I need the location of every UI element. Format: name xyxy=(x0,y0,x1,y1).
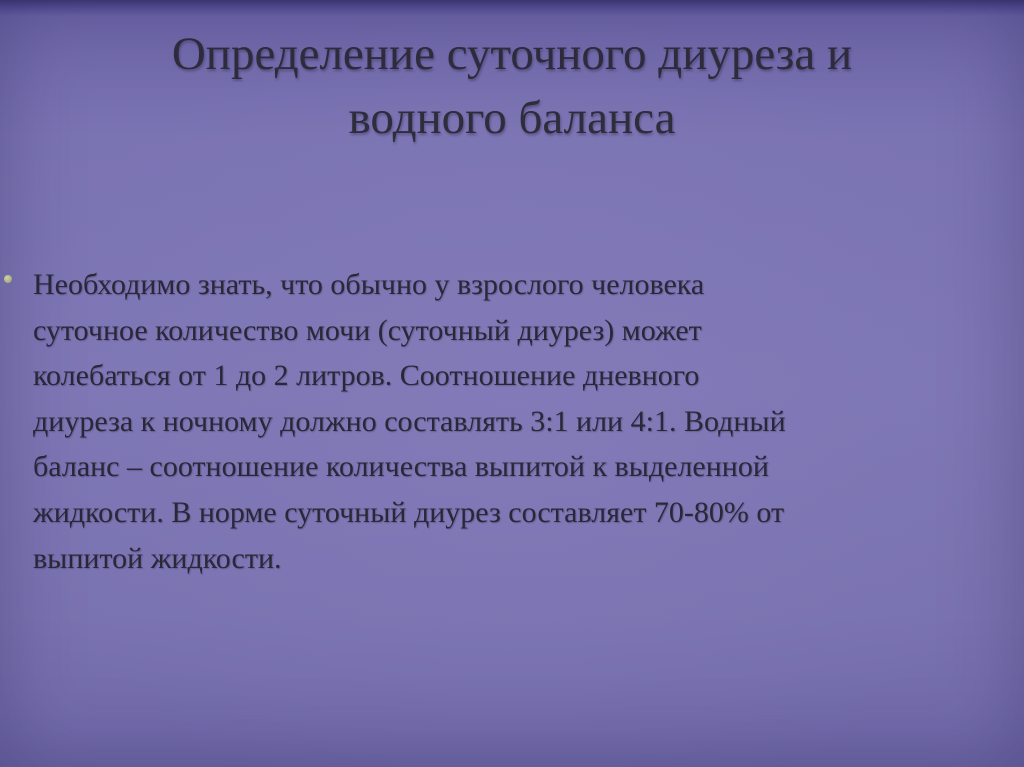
paragraph-line: диуреза к ночному должно составлять 3:1 или 4:1. Водный xyxy=(33,404,786,438)
paragraph-line: суточное количество мочи (суточный диурез) может xyxy=(33,313,702,347)
paragraph-line: колебаться от 1 до 2 литров. Соотношение дневного xyxy=(33,359,700,393)
bullet-dot-icon xyxy=(4,275,12,283)
slide-title-line: Определение суточного диуреза и xyxy=(171,28,853,80)
slide-title xyxy=(40,22,984,150)
paragraph-line: выпитой жидкости. xyxy=(33,541,282,575)
paragraph-line: жидкости. В норме суточный диурез составляет 70-80% от xyxy=(33,495,785,529)
paragraph-line: баланс – соотношение количества выпитой к выделенной xyxy=(33,450,769,484)
paragraph-line: Необходимо знать, что обычно у взрослого человека xyxy=(33,268,705,301)
bullet-paragraph xyxy=(33,262,1018,581)
slide-title-line: водного баланса xyxy=(348,92,676,144)
slide-top-edge xyxy=(0,0,1024,16)
